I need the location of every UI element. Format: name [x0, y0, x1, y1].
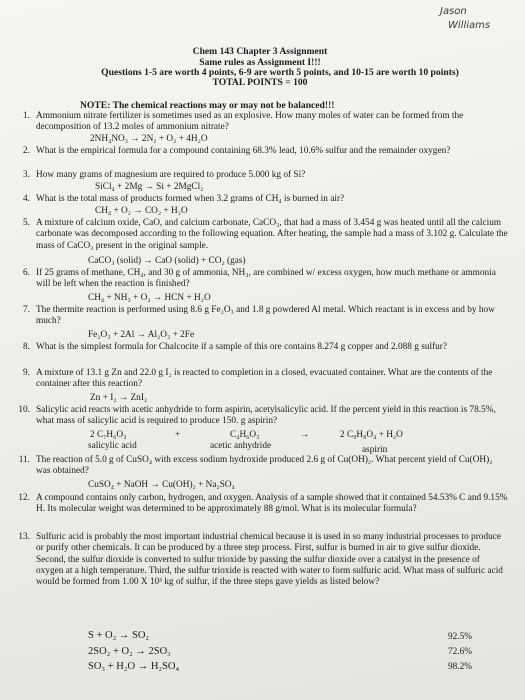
reaction-q10-label-aspirin: aspirin — [362, 445, 388, 455]
question-number: 11. — [18, 455, 30, 465]
reaction-q5: CaCO₃ (solid) → CaO (solid) + CO₂ (gas) — [88, 256, 246, 266]
question-text: What is the empirical formula for a compound containing 68.3% lead, 10.6% sulfur and the remainder oxygen? — [36, 146, 451, 156]
question-text: Salicylic acid reacts with acetic anhydride to form aspirin, acetylsalicylic acid. If the percent yield in this reaction is 78.5%, what mass of salicylic acid is required to produce 150. g aspirin? — [36, 405, 496, 427]
question-text: The thermite reaction is performed using 8.6 g Fe₂O₃ and 1.8 g powdered Al metal. Which reactant is in excess and by how much? — [36, 305, 495, 327]
question-text: The reaction of 5.0 g of CuSO₄ with excess sodium hydroxide produced 2.6 g of Cu(OH)₂. What percent yield of Cu(OH)₂ was obtained? — [36, 455, 493, 477]
question-number: 7. — [23, 305, 30, 315]
question-text: How many grams of magnesium are required to produce 5.000 kg of Si? — [36, 170, 306, 180]
reaction-q10-arrow: → — [300, 430, 310, 440]
question-text: A mixture of 13.1 g Zn and 22.0 g I₂ is reacted to completion in a closed, evacuated container. What are the contents of the container after this reaction? — [36, 368, 493, 390]
question-text: If 25 grams of methane, CH₄, and 30 g of ammonia, NH₃, are combined w/ excess oxygen, how much methane or ammonia will be left when the reaction is finished? — [36, 268, 496, 290]
question-text: What is the simplest formula for Chalcocite if a sample of this ore contains 8.274 g copper and 2.088 g sulfur? — [36, 342, 448, 352]
question-number: 5. — [23, 218, 30, 228]
question-9 — [8, 368, 508, 391]
question-number: 4. — [23, 194, 30, 204]
question-number: 13. — [18, 532, 30, 542]
question-2 — [8, 146, 508, 157]
question-1 — [8, 111, 508, 134]
question-text: Ammonium nitrate fertilizer is sometimes used as an explosive. How many moles of water can be formed from the decomposition of 13.2 moles of ammonium nitrate? — [36, 111, 464, 133]
assignment-rules: Same rules as Assignment I!!! — [199, 57, 321, 68]
question-number: 1. — [23, 111, 30, 121]
question-number: 9. — [23, 368, 30, 378]
reaction-q10-products: 2 C₉H₈O₄ + H₂O — [340, 430, 403, 440]
question-7 — [8, 305, 508, 328]
question-3 — [8, 170, 508, 181]
assignment-title: Chem 143 Chapter 3 Assignment — [192, 46, 328, 57]
points-breakdown: Questions 1-5 are worth 4 points, 6-9 are worth 5 points, and 10-15 are worth 10 points) — [101, 67, 459, 78]
question-11 — [8, 455, 508, 478]
question-5 — [8, 218, 508, 252]
question-text: Sulfuric acid is probably the most important industrial chemical because it is used in so many industrial processes to produce or purify other chemicals. It can be produced by a three step process. First, sulfur is burned in air to give sulfur dioxide. Second, the sulfur dioxide is converted to sulfur trioxide by passing the sulfur dioxide over a catalyst in the presence of oxygen at a high temperature. Third, the sulfur trioxide is reacted with water to form sulfuric acid. What mass of sulfuric acid would be formed from 1.00 X 10³ kg of sulfur, if the three steps gave yields as listed below? — [36, 532, 503, 588]
reaction-q6: CH₄ + NH₃ + O₂ → HCN + H₂O — [88, 293, 211, 303]
question-4 — [8, 194, 508, 205]
reaction-q7: Fe₂O₃ + 2Al → Al₂O₃ + 2Fe — [88, 330, 195, 340]
question-text: A mixture of calcium oxide, CaO, and calcium carbonate, CaCO₃, that had a mass of 3.454 g was heated until all the calcium carbonate was decomposed according to the following equation. After heating, the sample had a mass of 3.102 g. Calculate the mass of CaCO₃ present in the original sample. — [36, 218, 508, 251]
yield-step1: 92.5% — [448, 632, 473, 642]
reaction-q4: CH₄ + O₂ → CO₂ + H₂O — [95, 206, 188, 216]
question-10 — [8, 405, 508, 428]
reaction-q10-label-anhydride: acetic anhydride — [210, 441, 272, 451]
question-text: A compound contains only carbon, hydrogen, and oxygen. Analysis of a sample showed that it contained 54.53% C and 9.15% H. Its molecular weight was determined to be approximately 88 g/mol. What is its molecular formula? — [36, 493, 508, 515]
reaction-q10-reactant1: 2 C₇H₆O₃ — [90, 430, 127, 440]
question-number: 10. — [18, 405, 30, 415]
question-number: 3. — [23, 170, 30, 180]
question-8 — [8, 342, 508, 353]
question-12 — [8, 493, 508, 516]
reaction-q13-step3: SO₃ + H₂O → H₂SO₄ — [88, 661, 180, 672]
balance-note: NOTE: The chemical reactions may or may not be balanced!!! — [80, 100, 335, 111]
question-6 — [8, 268, 508, 291]
reaction-q11: CuSO₄ + NaOH → Cu(OH)₂ + Na₂SO₄ — [88, 480, 235, 490]
reaction-q10-plus: + — [175, 430, 181, 440]
question-number: 12. — [18, 493, 30, 503]
handwritten-first-name: Jason — [440, 6, 467, 17]
total-points: TOTAL POINTS = 100 — [212, 77, 308, 88]
reaction-q9: Zn + I₂ → ZnI₂ — [90, 393, 148, 403]
reaction-q10-label-salicylic: salicylic acid — [88, 441, 137, 451]
reaction-q1: 2NH₄NO₃ → 2N₂ + O₂ + 4H₂O — [90, 134, 208, 144]
reaction-q13-step2: 2SO₂ + O₂ → 2SO₃ — [88, 646, 171, 657]
question-text: What is the total mass of products formed when 3.2 grams of CH₄ is burned in air? — [36, 194, 345, 204]
question-13 — [8, 532, 508, 589]
yield-step2: 72.6% — [448, 647, 473, 657]
reaction-q10-reactant2: C₄H₆O₃ — [230, 430, 260, 440]
reaction-q3: SiCl₄ + 2Mg → Si + 2MgCl₂ — [95, 182, 204, 192]
question-number: 8. — [23, 342, 30, 352]
question-number: 6. — [23, 268, 30, 278]
handwritten-last-name: Williams — [448, 20, 491, 31]
reaction-q13-step1: S + O₂ → SO₂ — [88, 630, 150, 641]
yield-step3: 98.2% — [448, 662, 473, 672]
question-number: 2. — [23, 146, 30, 156]
